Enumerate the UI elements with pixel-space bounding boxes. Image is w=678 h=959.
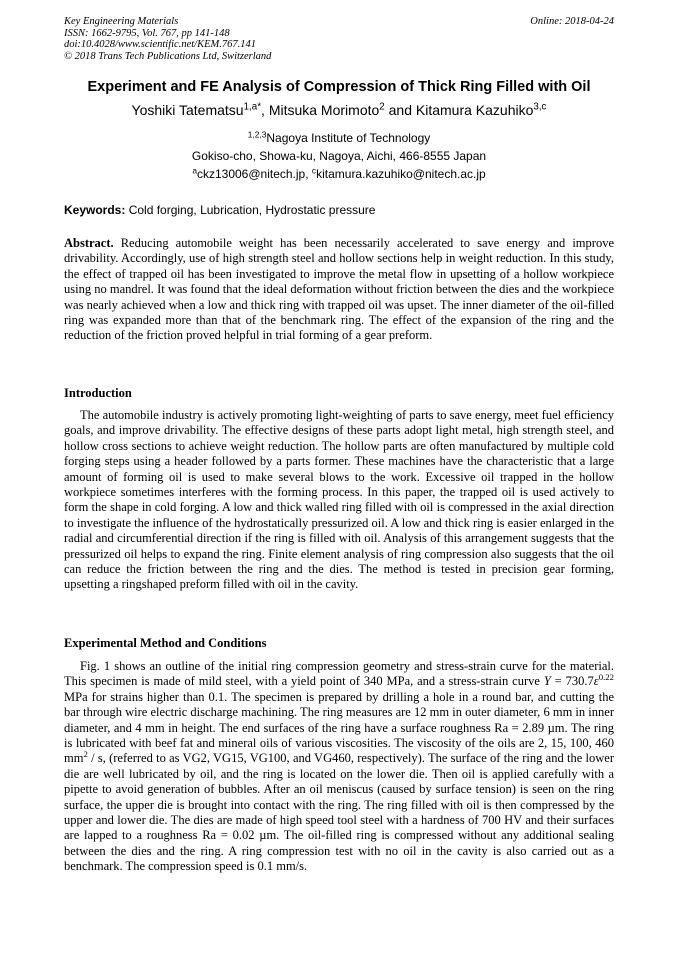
affiliation [0,129,678,165]
keywords-text: Cold forging, Lubrication, Hydrostatic pressure [125,203,376,217]
institute-address: Gokiso-cho, Showa-ku, Nagoya, Aichi, 466-8555 Japan [191,149,487,163]
method-heading: Experimental Method and Conditions [64,636,267,650]
equation-symbol: Y [543,674,551,689]
author-separator: , [261,102,269,118]
author-3-affil: 3,c [533,101,547,113]
email-c-marker: c [311,165,317,176]
email-separator: , [305,167,312,181]
abstract [64,236,614,344]
method-text-part: MPa for strains higher than 0.1. The specimen is prepared by drilling a hole in a round bar, and cutting the bar through wire electric discharge machining. The ring measures are 12 mm in outer diameter, 6 mm in inner diameter, and 4 mm in height. The end surfaces of the ring have a surface roughness Ra = 2.89 µm. The ring is lubricated with beef fat and mineral oils of various viscosities. The viscosity of the oils are 2, 15, 100, 460 mm [64,689,614,766]
author-2-affil: 2 [379,101,385,113]
equation-text: = 730.7 [550,674,594,689]
author-separator: and [384,102,416,118]
introduction-heading: Introduction [64,386,132,400]
equation-exponent: 0.22 [598,672,614,683]
issn-line: ISSN: 1662-9795, Vol. 767, pp 141-148 [64,27,230,39]
paper-title: Experiment and FE Analysis of Compression of Thick Ring Filled with Oil [87,79,591,95]
method-text-part: / s, (referred to as VG2, VG15, VG100, and VG460, respectively). The surface of the ring and the lower die are well lubricated by oil, and the ring is located on the lower die. Then oil is applied carefully with a pipette to avoid generation of bubbles. After an oil meniscus (caused by surface tension) is seen on the ring surface, the upper die is brought into contact with the ring. The ring filled with oil is then compressed by the upper and lower die. The dies are made of high speed tool steel with a hardness of 700 HV and their surfaces are lapped to a roughness Ra = 0.02 µm. The oil-filled ring is compressed without any additional sealing between the dies and the ring. A ring compression test with no oil in the cavity is also carried out as a benchmark. The compression speed is 0.1 mm/s. [64,751,614,874]
abstract-label: Abstract. [64,236,114,250]
email-line [0,167,678,181]
email-a[interactable]: ckz13006@nitech.jp [196,167,306,181]
author-1-name: Yoshiki Tatematsu [131,102,244,118]
method-text-part: Fig. 1 shows an outline of the initial ring compression geometry and stress-strain curve for the material. This specimen is made of mild steel, with a yield point of 340 MPa, and a stress-strain curve [64,659,614,689]
keywords [64,203,375,217]
unit-exponent: 2 [83,749,88,760]
author-1-affil: 1,a* [243,101,262,113]
doi-line[interactable]: doi:10.4028/www.scientific.net/KEM.767.141 [64,39,256,51]
author-3-name: Kitamura Kazuhiko [415,102,534,118]
journal-header [64,16,271,62]
keywords-label: Keywords: [64,203,126,217]
affiliation-marker: 1,2,3 [247,129,267,140]
email-c[interactable]: kitamura.kazuhiko@nitech.ac.jp [316,167,486,181]
email-a-marker: a [192,165,197,176]
copyright-line: © 2018 Trans Tech Publications Ltd, Switzerland [64,50,272,62]
online-date: Online: 2018-04-24 [530,16,614,27]
abstract-text: Reducing automobile weight has been necessarily accelerated to save energy and improve drivability. Accordingly, use of high strength steel and hollow sections help in weight reduction. In this study, the effect of trapped oil has been investigated to improve the metal flow in upsetting of a hollow workpiece using no mandrel. It was found that the ideal deformation without friction between the dies and the workpiece was nearly achieved when a low and thick ring with trapped oil was upset. The inner diameter of the oil-filled ring was expanded more than that of the benchmark ring. The effect of the expansion of the ring and the reduction of the friction proved helpful in trial forming of a gear preform. [64,236,614,343]
author-line [0,102,678,118]
institute-name: Nagoya Institute of Technology [266,131,431,145]
method-text [64,659,614,875]
author-2-name: Mitsuka Morimoto [268,102,380,118]
introduction-text: The automobile industry is actively promoting light-weighting of parts to save energy, meet fuel efficiency goals, and improve drivability. The effective designs of these parts adopt light metal, high strength steel, and hollow cross sections to achieve weight reduction. The hollow parts are often manufactured by multiple cold forging steps using a header followed by a parts former. These machines have the characteristic that a large amount of forming oil is used to make several blows to the work. Excessive oil trapped in the hollow workpiece sometimes interferes with the forming process. In this paper, the trapped oil is used actively to form the shape in cold forging. A low and thick walled ring filled with oil is compressed in the axial direction to investigate the influence of the hydrostatically pressurized oil. A low and thick ring is easier enlarged in the radial and circumferential direction if the ring is filled with oil. Analysis of this arrangement suggests that the pressurized oil helps to expand the ring. Finite element analysis of ring compression also suggests that the oil can reduce the friction between the ring and the dies. The method is tested in precision gear forming, upsetting a ringshaped preform filled with oil in the cavity. [64,408,614,592]
equation-symbol: ε [593,674,599,689]
journal-name: Key Engineering Materials [64,16,179,27]
